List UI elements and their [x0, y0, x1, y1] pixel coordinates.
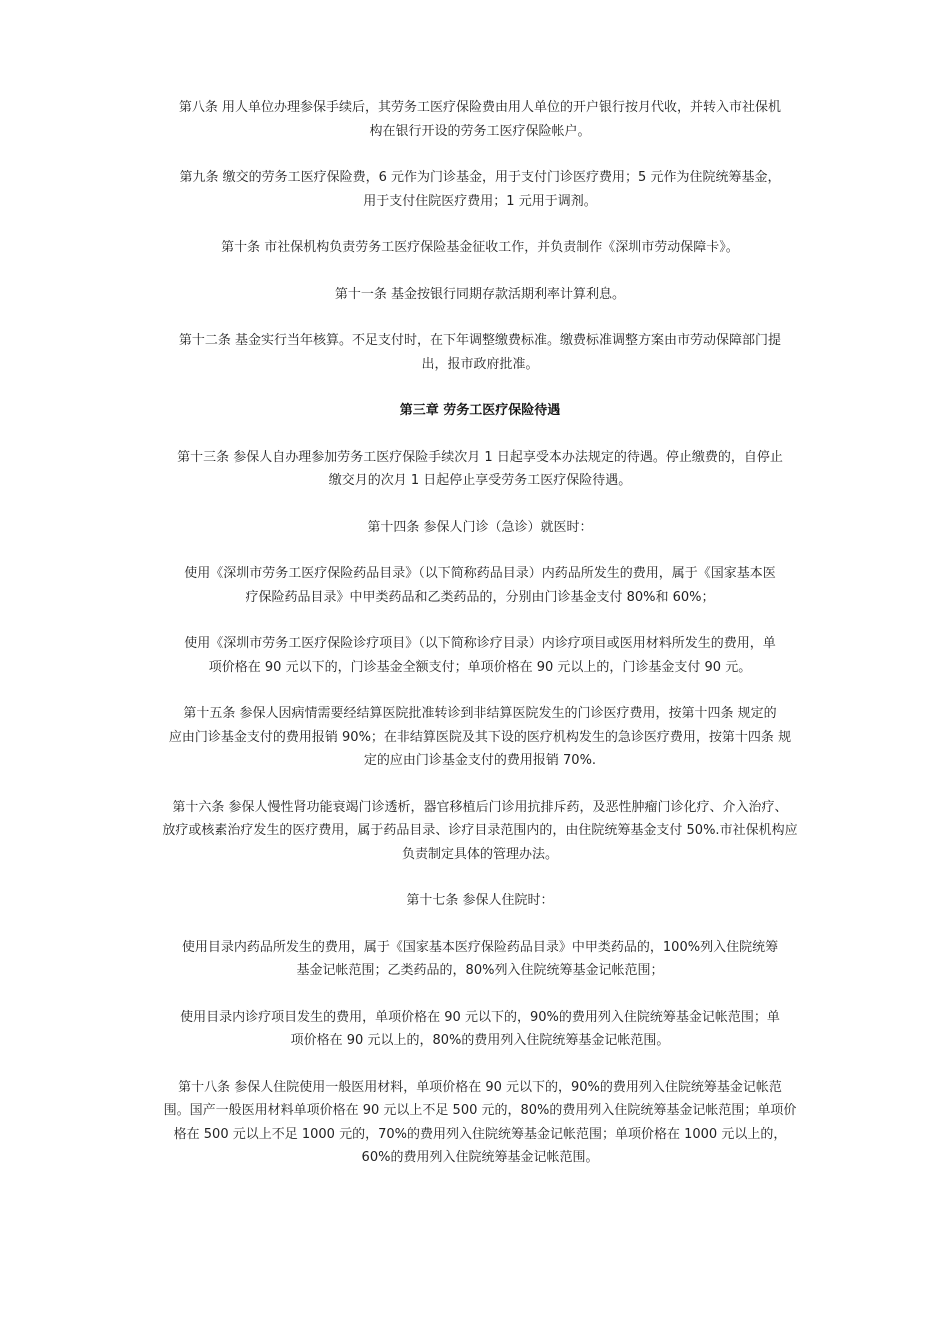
text-line: 60%的费用列入住院统筹基金记帐范围。: [361, 1150, 599, 1165]
article-8: [120, 96, 840, 143]
text-line: 第十三条 参保人自办理参加劳务工医疗保险手续次月 1 日起享受本办法规定的待遇。停止缴费的，自停止: [177, 449, 783, 465]
article-12: [120, 329, 840, 376]
article-17-item-1: [120, 936, 840, 983]
text-line: 疗保险药品目录》中甲类药品和乙类药品的，分别由门诊基金支付 80%和 60%；: [245, 589, 715, 605]
article-9: [120, 166, 840, 213]
article-14-item-1: [120, 562, 840, 609]
article-18: [120, 1076, 840, 1170]
article-17: [120, 889, 840, 913]
text-line: 第八条 用人单位办理参保手续后，其劳务工医疗保险费由用人单位的开户银行按月代收，并转入市社保机: [178, 100, 782, 115]
text-line: 缴交月的次月 1 日起停止享受劳务工医疗保险待遇。: [328, 473, 632, 488]
article-14-item-2: [120, 632, 840, 679]
text-line: 第十四条 参保人门诊（急诊）就医时：: [367, 519, 593, 535]
text-line: 第九条 缴交的劳务工医疗保险费，6 元作为门诊基金，用于支付门诊医疗费用；5 元作为住院统筹基金，: [179, 170, 781, 185]
text-line: 第十条 市社保机构负责劳务工医疗保险基金征收工作，并负责制作《深圳市劳动保障卡》。: [221, 240, 739, 255]
text-line: 放疗或核素治疗发生的医疗费用，属于药品目录、诊疗目录范围内的，由住院统筹基金支付 50%.市社保机构应: [162, 823, 798, 838]
text-line: 第十八条 参保人住院使用一般医用材料，单项价格在 90 元以下的，90%的费用列入住院统筹基金记帐范: [178, 1079, 782, 1095]
article-14: [120, 516, 840, 540]
text-line: 格在 500 元以上不足 1000 元的，70%的费用列入住院统筹基金记帐范围；单项价格在 1000 元以上的，: [173, 1126, 787, 1142]
text-line: 构在银行开设的劳务工医疗保险帐户。: [369, 123, 591, 139]
text-line: 使用目录内诊疗项目发生的费用，单项价格在 90 元以下的，90%的费用列入住院统筹基金记帐范围；单: [180, 1009, 780, 1025]
text-line: 使用目录内药品所发生的费用，属于《国家基本医疗保险药品目录》中甲类药品的，100%列入住院统筹: [181, 939, 779, 955]
article-16: [120, 796, 840, 867]
text-line: 项价格在 90 元以上的，80%的费用列入住院统筹基金记帐范围。: [290, 1033, 670, 1048]
text-line: 出，报市政府批准。: [421, 356, 539, 372]
text-line: 使用《深圳市劳务工医疗保险诊疗项目》（以下简称诊疗目录）内诊疗项目或医用材料所发生的费用，单: [184, 636, 776, 651]
text-line: 第十七条 参保人住院时：: [406, 893, 554, 908]
article-13: [120, 446, 840, 493]
text-line: 定的应由门诊基金支付的费用报销 70%.: [363, 753, 597, 768]
article-15: [120, 702, 840, 773]
text-line: 项价格在 90 元以下的，门诊基金全额支付；单项价格在 90 元以上的，门诊基金支付 90 元。: [208, 659, 752, 675]
text-line: 负责制定具体的管理办法。: [401, 846, 558, 862]
article-11: [120, 283, 840, 307]
document-page: [120, 96, 840, 1193]
article-17-item-2: [120, 1006, 840, 1053]
text-line: 围。国产一般医用材料单项价格在 90 元以上不足 500 元的，80%的费用列入住院统筹基金记帐范围；单项价: [163, 1103, 797, 1118]
text-line: 用于支付住院医疗费用；1 元用于调剂。: [363, 193, 597, 209]
text-line: 使用《深圳市劳务工医疗保险药品目录》（以下简称药品目录）内药品所发生的费用，属于《国家基本医: [184, 566, 776, 581]
chapter-title: 第三章 劳务工医疗保险待遇: [399, 403, 561, 418]
article-10: [120, 236, 840, 260]
text-line: 应由门诊基金支付的费用报销 90%；在非结算医院及其下设的医疗机构发生的急诊医疗费用，按第十四条 规: [168, 729, 792, 745]
text-line: 第十一条 基金按银行同期存款活期利率计算利息。: [334, 286, 626, 302]
text-line: 第十五条 参保人因病情需要经结算医院批准转诊到非结算医院发生的门诊医疗费用，按第十四条 规定的: [183, 706, 777, 721]
text-line: 第十二条 基金实行当年核算。不足支付时，在下年调整缴费标准。缴费标准调整方案由市劳动保障部门提: [178, 333, 782, 348]
text-line: 基金记帐范围；乙类药品的，80%列入住院统筹基金记帐范围；: [296, 963, 664, 978]
text-line: 第十六条 参保人慢性肾功能衰竭门诊透析，器官移植后门诊用抗排斥药，及恶性肿瘤门诊化疗、介入治疗、: [172, 799, 788, 815]
